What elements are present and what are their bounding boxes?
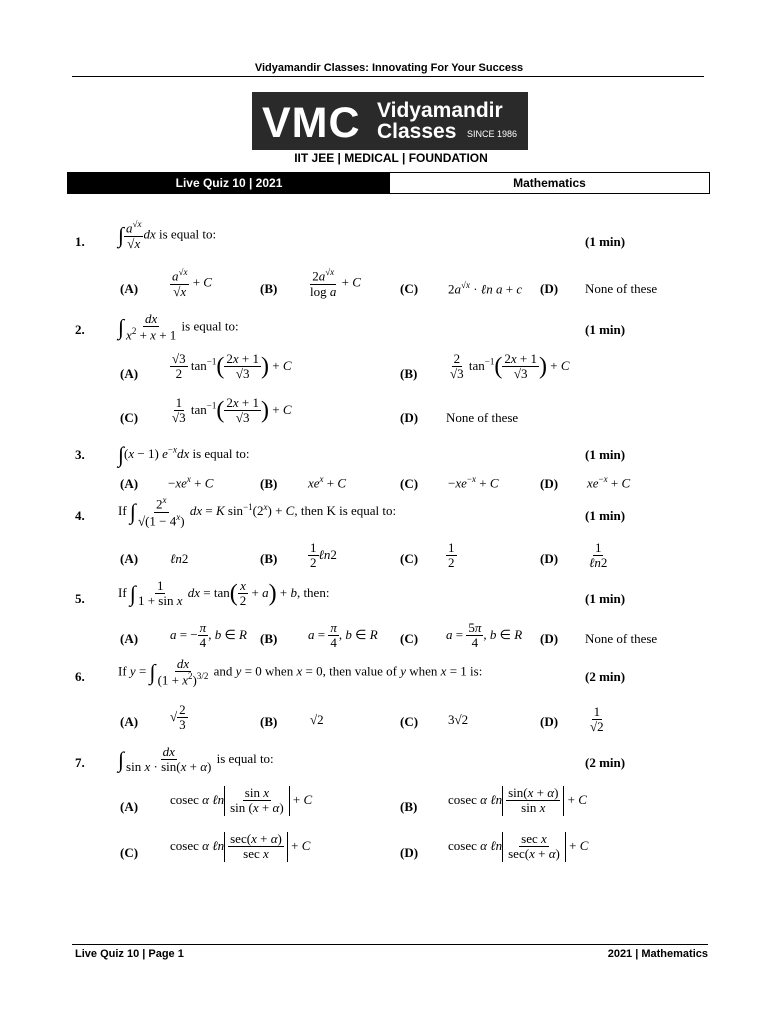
option-label: (D) bbox=[540, 476, 559, 491]
option-b: a = $\frac{\pi}{4}$ , b ∈ R bbox=[308, 620, 378, 651]
time-allotted: (2 min) bbox=[585, 755, 626, 770]
question-stem: ∫ $\frac{dx}{\text{sin x · sin(x + α)}}$ is equal to: bbox=[118, 744, 274, 775]
option-a: a = − $\frac{\pi}{4}$ , b ∈ R bbox=[170, 620, 247, 651]
option-label: (A) bbox=[120, 366, 139, 381]
option-label: (D) bbox=[540, 631, 559, 646]
option-d: $\frac{1}{√2}$ bbox=[590, 704, 604, 735]
stem-text: and bbox=[213, 663, 233, 679]
quiz-label: Live Quiz 10 | 2021 bbox=[68, 173, 390, 193]
stem-text: is: bbox=[470, 663, 483, 679]
option-label: (C) bbox=[400, 631, 419, 646]
option-label: (A) bbox=[120, 631, 139, 646]
option-a: √ $\frac{2}{3}$ bbox=[170, 702, 186, 733]
stem-text: If bbox=[118, 663, 127, 679]
footer-right: 2021 | Mathematics bbox=[607, 948, 708, 960]
question-number: 2. bbox=[75, 322, 85, 337]
footer-divider bbox=[72, 944, 708, 945]
header-divider bbox=[72, 76, 704, 77]
stem-text: , then: bbox=[296, 584, 330, 600]
option-label: (B) bbox=[400, 366, 418, 381]
stem-text: is equal to: bbox=[159, 226, 217, 242]
question-number: 4. bbox=[75, 508, 85, 523]
stem-text: , then K is equal to: bbox=[294, 503, 397, 519]
option-label: (B) bbox=[260, 281, 278, 296]
option-label: (B) bbox=[400, 799, 418, 814]
option-a: $-xe^x + C$ bbox=[168, 474, 214, 491]
option-d: cosec α ℓn sec x sec(x + α) + C bbox=[448, 831, 589, 862]
logo-line1: Vidyamandir bbox=[377, 99, 503, 122]
subject-label: Mathematics bbox=[513, 176, 586, 190]
logo-since: SINCE 1986 bbox=[467, 129, 518, 139]
option-label: (B) bbox=[260, 714, 278, 729]
time-allotted: (1 min) bbox=[585, 234, 626, 249]
option-a: $\frac{a^{√x}}{√x}$ + C bbox=[172, 267, 212, 299]
option-label: (A) bbox=[120, 281, 139, 296]
question-stem: ∫ $\frac{dx}{x^2 + x + 1}$ is equal to: bbox=[118, 311, 239, 343]
option-a: ℓn2 bbox=[170, 551, 189, 566]
option-c: $-xe^{-x} + C$ bbox=[448, 474, 499, 491]
time-allotted: (1 min) bbox=[585, 591, 626, 606]
footer-left: Live Quiz 10 | Page 1 bbox=[75, 948, 184, 960]
stem-text: is equal to: bbox=[181, 318, 239, 334]
time-allotted: (2 min) bbox=[585, 669, 626, 684]
question-number: 7. bbox=[75, 755, 85, 770]
option-label: (C) bbox=[400, 714, 419, 729]
stem-text: , then value of bbox=[322, 663, 397, 679]
option-b: √2 bbox=[310, 712, 324, 727]
option-c: $\frac{1}{√3}$ $\tan^{-1}$( $\frac{2x + 1}{√3}$ ) + C bbox=[172, 395, 292, 426]
option-b: $\frac{1}{2}$ ℓn2 bbox=[310, 540, 337, 571]
option-b: $xe^x + C$ bbox=[308, 474, 347, 491]
question-number: 5. bbox=[75, 591, 85, 606]
time-allotted: (1 min) bbox=[585, 508, 626, 523]
option-a: cosec α ℓn $\frac{\text{sin x}}{\sin (x + \alpha)}$ + C bbox=[170, 785, 313, 816]
option-label: (B) bbox=[260, 476, 278, 491]
option-label: (D) bbox=[540, 551, 559, 566]
option-d: None of these bbox=[585, 281, 658, 296]
stem-text: is equal to: bbox=[216, 750, 274, 766]
option-label: (D) bbox=[400, 410, 419, 425]
time-allotted: (1 min) bbox=[585, 322, 626, 337]
option-b: $\frac{2a^{√x}}{\text{log a}}$ + C bbox=[310, 267, 361, 299]
option-label: (D) bbox=[540, 714, 559, 729]
option-label: (C) bbox=[400, 281, 419, 296]
option-a: $\frac{√3}{2}$ $\tan^{-1}$( $\frac{2x + 1}{√3}$ ) + C bbox=[172, 351, 292, 382]
option-label: (C) bbox=[120, 410, 139, 425]
time-allotted: (1 min) bbox=[585, 447, 626, 462]
question-number: 1. bbox=[75, 234, 85, 249]
question-stem: ∫ $\frac{a^{√x}}{√x}$ dx is equal to: bbox=[118, 219, 217, 251]
question-number: 3. bbox=[75, 447, 85, 462]
stem-text: If bbox=[118, 584, 127, 600]
option-c: $\frac{1}{2}$ bbox=[448, 540, 455, 571]
option-label: (A) bbox=[120, 799, 139, 814]
option-d: 1 ℓn2 bbox=[589, 540, 608, 571]
stem-text: when bbox=[265, 663, 294, 679]
option-label: (B) bbox=[260, 631, 278, 646]
stem-text: is equal to: bbox=[192, 445, 250, 461]
option-c: 3√2 bbox=[448, 712, 469, 727]
stem-text: If bbox=[118, 503, 127, 519]
logo-tagline: IIT JEE | MEDICAL | FOUNDATION bbox=[294, 151, 488, 165]
quiz-title-bar bbox=[67, 172, 710, 194]
option-c: $2a^{√x}$ · ℓn a + c bbox=[448, 280, 523, 297]
option-label: (A) bbox=[120, 476, 139, 491]
question-stem: If y = ∫ $\frac{dx}{(1 + x^2)^{3/2}}$ and y = 0 when x = 0, then value of y when x = 1 is: bbox=[118, 656, 483, 688]
option-b: $\frac{2}{√3}$ $\tan^{-1}$( $\frac{2x + 1}{√3}$ ) + C bbox=[450, 351, 570, 382]
logo-line2: Classes bbox=[377, 120, 457, 143]
option-d: None of these bbox=[446, 410, 519, 425]
option-label: (C) bbox=[120, 845, 139, 860]
page-header-title: Vidyamandir Classes: Innovating For Your Success bbox=[254, 62, 524, 74]
question-number: 6. bbox=[75, 669, 85, 684]
option-d: $xe^{-x} + C$ bbox=[587, 474, 631, 491]
option-label: (A) bbox=[120, 551, 139, 566]
question-stem: If ∫ $\frac{2^x}{√(1 - 4^x)}$ dx = K $\sin^{-1}(2^x) + C$, then K is equal to: bbox=[118, 495, 397, 528]
question-stem: ∫(x − 1) $e^{-x}dx$ is equal to: bbox=[118, 442, 250, 467]
option-c: cosec α ℓn sec(x + α) sec x + C bbox=[170, 831, 311, 862]
option-c: a = $\frac{5\pi}{4}$ , b ∈ R bbox=[446, 620, 523, 651]
option-d: None of these bbox=[585, 631, 658, 646]
option-b: cosec α ℓn $\frac{\sin(x + \alpha)}{\text{sin x}}$ + C bbox=[448, 785, 587, 816]
option-label: (B) bbox=[260, 551, 278, 566]
question-stem: If ∫ $\frac{1}{\text{1 + sin x}}$ dx = tan( $\frac{x}{2}$ + a) + b, then: bbox=[118, 578, 330, 609]
option-label: (D) bbox=[540, 281, 559, 296]
option-label: (D) bbox=[400, 845, 419, 860]
stem-text: when bbox=[409, 663, 438, 679]
option-label: (C) bbox=[400, 476, 419, 491]
logo-mark: VMC bbox=[262, 99, 361, 147]
option-label: (A) bbox=[120, 714, 139, 729]
option-label: (C) bbox=[400, 551, 419, 566]
